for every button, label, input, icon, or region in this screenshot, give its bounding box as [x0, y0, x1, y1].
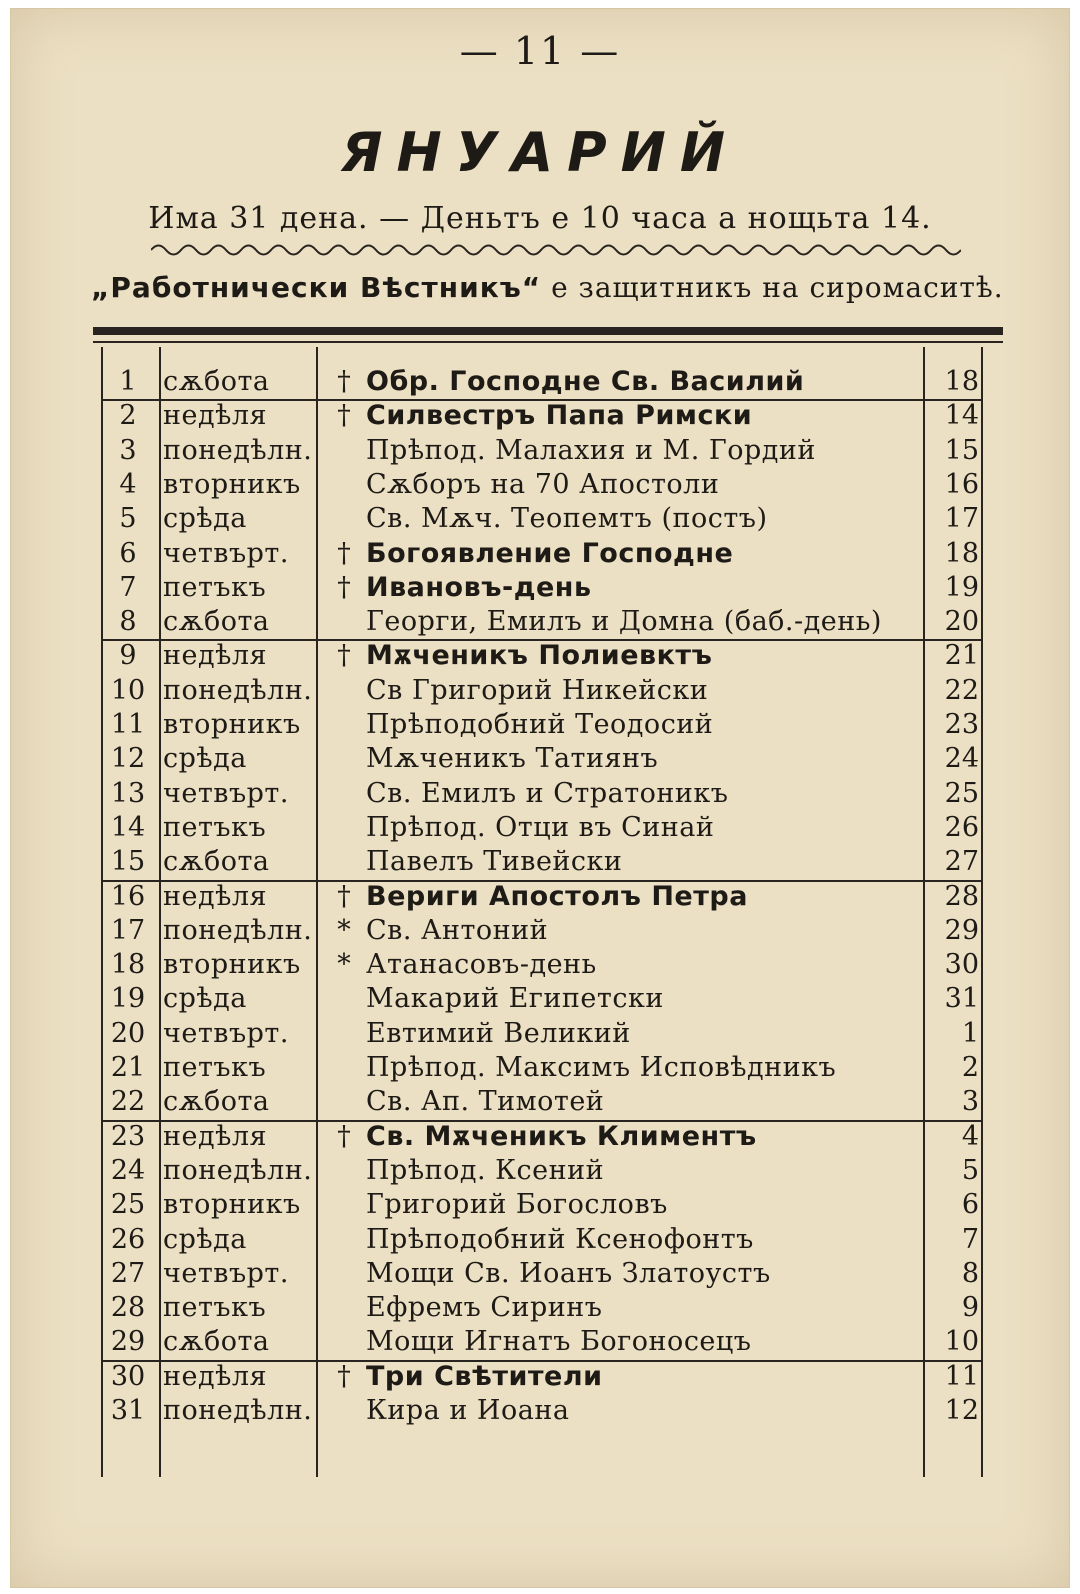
saint-name: Силвестръ Папа Римски — [366, 400, 753, 432]
day-number: 29 — [110, 1326, 146, 1358]
day-number: 2 — [119, 400, 137, 432]
saint-name: Три Свѣтители — [366, 1360, 603, 1392]
calendar-row — [101, 1257, 1001, 1291]
weekday: вторникъ — [163, 1189, 301, 1221]
saint-name: Св. Мѫченикъ Климентъ — [366, 1120, 757, 1152]
calendar-row — [101, 1120, 1001, 1154]
calendar-row — [101, 845, 1001, 879]
saint-name: Прѣпод. Малахия и М. Гордий — [366, 434, 816, 466]
day-number: 27 — [110, 1257, 146, 1289]
old-style-date: 22 — [944, 674, 979, 706]
weekday: срѣда — [163, 503, 247, 535]
weekday: сѫбота — [163, 1326, 270, 1358]
old-style-date: 8 — [961, 1257, 979, 1289]
weekday: четвърт. — [163, 537, 289, 569]
saint-name: Вериги Апостолъ Петра — [366, 880, 748, 912]
feast-mark: † — [337, 880, 351, 912]
day-number: 19 — [110, 983, 146, 1015]
header-rule-thick — [93, 327, 1003, 335]
old-style-date: 26 — [944, 811, 979, 843]
weekday: петъкъ — [163, 1292, 267, 1324]
calendar-row — [101, 1360, 1001, 1394]
old-style-date: 29 — [944, 914, 979, 946]
weekday: недѣля — [163, 1360, 268, 1392]
old-style-date: 15 — [944, 434, 979, 466]
day-number: 21 — [110, 1052, 146, 1083]
day-number: 17 — [110, 914, 146, 946]
day-number: 1 — [119, 366, 137, 397]
calendar-row — [101, 639, 1001, 673]
calendar-row — [101, 1223, 1001, 1257]
weekday: петъкъ — [163, 811, 267, 843]
weekday: недѣля — [163, 880, 268, 912]
day-number: 11 — [110, 709, 146, 740]
feast-mark: * — [337, 914, 351, 946]
old-style-date: 4 — [961, 1120, 979, 1152]
day-number: 3 — [119, 434, 137, 466]
old-style-date: 10 — [944, 1326, 979, 1358]
calendar-row — [101, 571, 1001, 605]
feast-mark: † — [337, 571, 351, 603]
day-number: 30 — [110, 1360, 146, 1392]
day-number: 13 — [110, 777, 146, 809]
saint-name: Прѣпод. Максимъ Исповѣдникъ — [366, 1052, 837, 1083]
weekday: срѣда — [163, 743, 247, 775]
old-style-date: 3 — [961, 1086, 979, 1118]
saint-name: Богоявление Господне — [366, 537, 734, 569]
month-title: ЯНУАРИЙ — [340, 121, 740, 184]
weekday: сѫбота — [163, 846, 270, 878]
day-number: 31 — [110, 1395, 146, 1426]
slogan-text: е защитникъ на сиромаситѣ. — [551, 271, 1004, 304]
saint-name: Св Григорий Никейски — [366, 674, 709, 706]
day-number: 16 — [110, 880, 146, 912]
feast-mark: † — [337, 537, 351, 569]
saint-name: Кира и Иоана — [366, 1395, 570, 1426]
old-style-date: 19 — [944, 571, 979, 603]
calendar-row — [101, 365, 1001, 399]
calendar-row — [101, 1291, 1001, 1325]
calendar-row — [101, 1188, 1001, 1222]
day-number: 6 — [119, 537, 137, 569]
day-number: 5 — [119, 503, 137, 535]
weekday: недѣля — [163, 1120, 268, 1152]
calendar-row — [101, 708, 1001, 742]
feast-mark: † — [337, 1360, 351, 1392]
weekday: понедѣлн. — [163, 674, 313, 706]
day-number: 15 — [110, 846, 146, 878]
old-style-date: 18 — [944, 366, 979, 397]
weekday: петъкъ — [163, 571, 267, 603]
old-style-date: 1 — [961, 1017, 979, 1049]
slogan — [91, 271, 1009, 304]
weekday: понедѣлн. — [163, 1154, 313, 1186]
old-style-date: 7 — [961, 1223, 979, 1255]
weekday: четвърт. — [163, 1257, 289, 1289]
saint-name: Ивановъ-день — [366, 571, 592, 603]
old-style-date: 5 — [961, 1154, 979, 1186]
old-style-date: 28 — [944, 880, 979, 912]
weekday: четвърт. — [163, 1017, 289, 1049]
calendar-row — [101, 914, 1001, 948]
weekday: петъкъ — [163, 1052, 267, 1083]
weekday: вторникъ — [163, 709, 301, 740]
old-style-date: 6 — [961, 1189, 979, 1221]
weekday: срѣда — [163, 1223, 247, 1255]
calendar-row — [101, 948, 1001, 982]
calendar-table — [101, 347, 1001, 1477]
old-style-date: 18 — [944, 537, 979, 569]
weekday: понедѣлн. — [163, 914, 313, 946]
weekday: сѫбота — [163, 606, 270, 638]
weekday: вторникъ — [163, 468, 301, 500]
calendar-row — [101, 434, 1001, 468]
calendar-row — [101, 399, 1001, 433]
day-number: 7 — [119, 571, 137, 603]
day-number: 22 — [110, 1086, 146, 1118]
old-style-date: 21 — [944, 640, 979, 672]
saint-name: Атанасовъ-день — [366, 949, 597, 981]
old-style-date: 9 — [961, 1292, 979, 1324]
day-number: 24 — [110, 1154, 146, 1186]
old-style-date: 2 — [961, 1052, 979, 1083]
saint-name: Ефремъ Сиринъ — [366, 1292, 603, 1324]
feast-mark: † — [337, 1120, 351, 1152]
old-style-date: 31 — [944, 983, 979, 1015]
weekday: понедѣлн. — [163, 1395, 313, 1426]
calendar-row — [101, 1154, 1001, 1188]
saint-name: Св. Ап. Тимотей — [366, 1086, 605, 1118]
weekday: недѣля — [163, 400, 268, 432]
feast-mark: † — [337, 366, 351, 397]
calendar-row — [101, 811, 1001, 845]
calendar-row — [101, 1394, 1001, 1428]
day-number: 28 — [110, 1292, 146, 1324]
saint-name: Прѣподобний Ксенофонтъ — [366, 1223, 754, 1255]
calendar-row — [101, 1017, 1001, 1051]
old-style-date: 24 — [944, 743, 979, 775]
old-style-date: 30 — [944, 949, 979, 981]
calendar-row — [101, 605, 1001, 639]
saint-name: Макарий Египетски — [366, 983, 664, 1015]
calendar-row — [101, 537, 1001, 571]
saint-name: Мѫченикъ Полиевктъ — [366, 640, 713, 672]
saint-name: Евтимий Великий — [366, 1017, 631, 1049]
day-number: 8 — [119, 606, 137, 638]
wavy-divider — [151, 241, 961, 259]
day-number: 10 — [110, 674, 146, 706]
day-number: 14 — [110, 811, 146, 843]
page-number: — 11 — — [459, 29, 621, 73]
weekday: понедѣлн. — [163, 434, 313, 466]
day-number: 4 — [119, 468, 137, 500]
day-number: 23 — [110, 1120, 146, 1152]
old-style-date: 11 — [944, 1360, 979, 1392]
saint-name: Св. Мѫч. Теопемтъ (постъ) — [366, 503, 768, 535]
saint-name: Георги, Емилъ и Домна (баб.-день) — [366, 606, 882, 638]
old-style-date: 12 — [944, 1395, 979, 1426]
calendar-row — [101, 468, 1001, 502]
calendar-row — [101, 1051, 1001, 1085]
calendar-page — [10, 8, 1070, 1588]
old-style-date: 16 — [944, 468, 979, 500]
saint-name: Мощи Игнатъ Богоносецъ — [366, 1326, 752, 1358]
header-rule-thin — [93, 341, 1003, 343]
feast-mark: † — [337, 640, 351, 672]
newspaper-name: „Работнически Вѣстникъ“ — [91, 271, 542, 304]
calendar-row — [101, 1085, 1001, 1119]
old-style-date: 23 — [944, 709, 979, 740]
weekday: четвърт. — [163, 777, 289, 809]
old-style-date: 27 — [944, 846, 979, 878]
day-number: 9 — [119, 640, 137, 672]
weekday: сѫбота — [163, 1086, 270, 1118]
saint-name: Прѣпод. Отци въ Синай — [366, 811, 715, 843]
saint-name: Мѫченикъ Татиянъ — [366, 743, 659, 775]
saint-name: Прѣпод. Ксений — [366, 1154, 605, 1186]
old-style-date: 25 — [944, 777, 979, 809]
calendar-row — [101, 982, 1001, 1016]
calendar-row — [101, 777, 1001, 811]
old-style-date: 20 — [944, 606, 979, 638]
day-number: 18 — [110, 949, 146, 981]
saint-name: Павелъ Тивейски — [366, 846, 623, 878]
calendar-row — [101, 742, 1001, 776]
weekday: сѫбота — [163, 366, 270, 397]
feast-mark: * — [337, 949, 351, 981]
saint-name: Прѣподобний Теодосий — [366, 709, 714, 740]
day-number: 26 — [110, 1223, 146, 1255]
calendar-row — [101, 502, 1001, 536]
old-style-date: 17 — [944, 503, 979, 535]
old-style-date: 14 — [944, 400, 979, 432]
saint-name: Обр. Господне Св. Василий — [366, 366, 805, 397]
saint-name: Св. Антоний — [366, 914, 549, 946]
saint-name: Св. Емилъ и Стратоникъ — [366, 777, 729, 809]
feast-mark: † — [337, 400, 351, 432]
calendar-row — [101, 880, 1001, 914]
saint-name: Сѫборъ на 70 Апостоли — [366, 468, 720, 500]
weekday: срѣда — [163, 983, 247, 1015]
day-number: 12 — [110, 743, 146, 775]
weekday: вторникъ — [163, 949, 301, 981]
weekday: недѣля — [163, 640, 268, 672]
day-number: 25 — [110, 1189, 146, 1221]
day-number: 20 — [110, 1017, 146, 1049]
calendar-row — [101, 674, 1001, 708]
saint-name: Мощи Св. Иоанъ Златоустъ — [366, 1257, 771, 1289]
month-info: Има 31 дена. — Деньтъ е 10 часа а нощьта 14. — [148, 201, 932, 236]
calendar-row — [101, 1325, 1001, 1359]
saint-name: Григорий Богословъ — [366, 1189, 668, 1221]
